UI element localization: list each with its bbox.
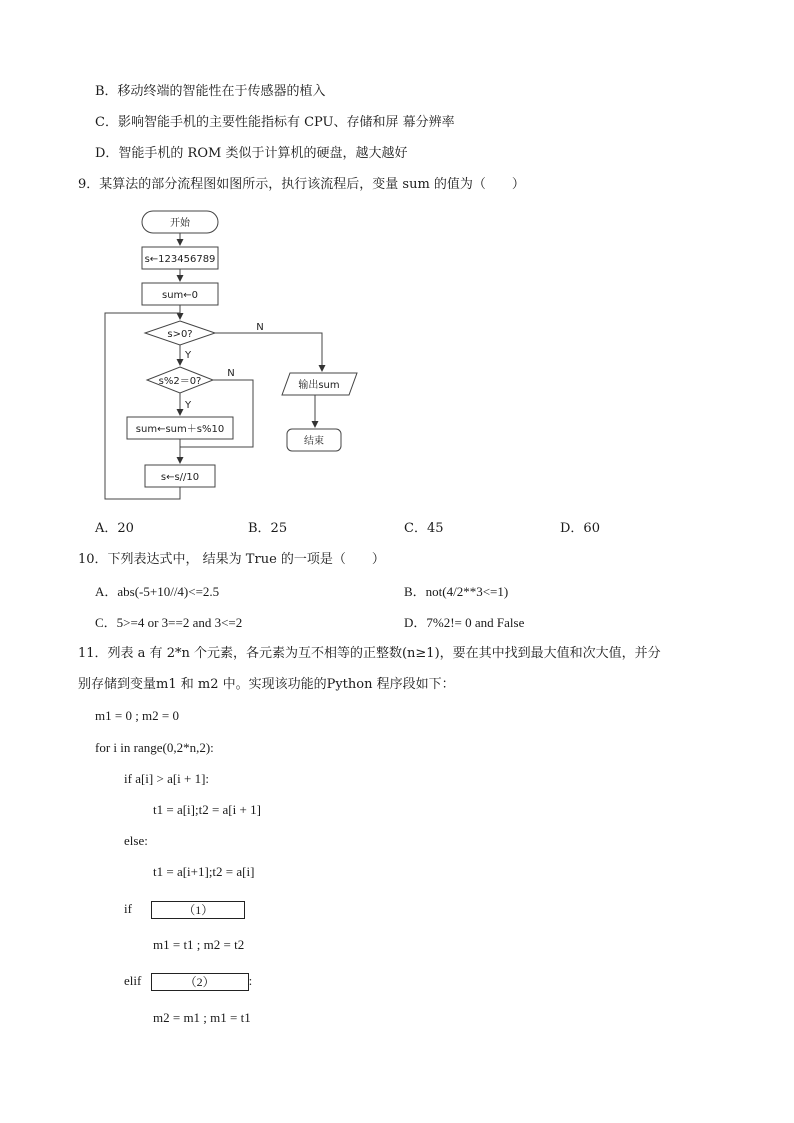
- flow-cond2-label: s%2＝0?: [158, 376, 202, 387]
- code-line-3: if a[i] > a[i + 1]:: [124, 771, 210, 786]
- flow-yes-label-1: Y: [184, 350, 192, 361]
- flow-assign-sum-label: sum←0: [161, 290, 199, 301]
- code-line-5: else:: [124, 833, 148, 848]
- code-line-4: t1 = a[i];t2 = a[i + 1]: [153, 802, 261, 817]
- code-line-2: for i in range(0,2*n,2):: [95, 740, 214, 755]
- code-line-9: [124, 972, 252, 991]
- flow-output-label: 输出sum: [298, 380, 340, 391]
- q10-option-c: C．5>=4 or 3==2 and 3<=2: [95, 615, 243, 630]
- code-if-keyword: if: [124, 901, 132, 916]
- flow-no-label-2: N: [227, 368, 235, 379]
- q11-stem-line2: 别存储到变量m1 和 m2 中。实现该功能的Python 程序段如下：: [78, 677, 455, 692]
- flow-cond1-label: s>0?: [167, 329, 193, 340]
- q8-option-c: C．影响智能手机的主要性能指标有 CPU、存储和屏 幕分辨率: [95, 115, 455, 130]
- code-elif-keyword: elif: [124, 973, 142, 988]
- q10-option-d: D．7%2!= 0 and False: [404, 615, 525, 630]
- q9-flowchart: [95, 205, 375, 505]
- code-line-6: t1 = a[i+1];t2 = a[i]: [153, 864, 255, 879]
- q8-option-b: B．移动终端的智能性在于传感器的植入: [95, 84, 326, 99]
- blank-2: （2）: [151, 973, 249, 991]
- flow-yes-label-2: Y: [184, 400, 192, 411]
- code-line-8: m1 = t1 ; m2 = t2: [153, 937, 245, 952]
- code-line-10: m2 = m1 ; m1 = t1: [153, 1010, 251, 1025]
- code-line-1: m1 = 0 ; m2 = 0: [95, 708, 179, 723]
- q9-option-a: A．20: [95, 521, 134, 536]
- q9-option-b: B．25: [248, 521, 288, 536]
- code-line-7: [124, 900, 245, 919]
- q10-option-b: B．not(4/2**3<=1): [404, 584, 509, 599]
- q9-option-c: C．45: [404, 521, 444, 536]
- q9-stem: 9．某算法的部分流程图如图所示，执行该流程后，变量 sum 的值为（ ）: [78, 177, 525, 192]
- flow-update-sum-label: sum←sum＋s%10: [135, 424, 225, 435]
- flow-no-label-1: N: [256, 322, 264, 333]
- q10-stem: 10．下列表达式中， 结果为 True 的一项是（ ）: [78, 552, 385, 567]
- q11-stem-line1: 11．列表 a 有 2*n 个元素，各元素为互不相等的正整数(n≥1)，要在其中找到最大值和次大值，并分: [78, 646, 661, 661]
- flow-assign-s-label: s←123456789: [144, 254, 216, 265]
- flow-start-label: 开始: [170, 218, 190, 229]
- q10-option-a: A．abs(-5+10//4)<=2.5: [95, 584, 220, 599]
- blank-1: （1）: [151, 901, 245, 919]
- code-colon: :: [248, 973, 253, 988]
- q9-option-d: D．60: [560, 521, 600, 536]
- flow-update-s-label: s←s//10: [160, 472, 200, 483]
- q8-option-d: D．智能手机的 ROM 类似于计算机的硬盘，越大越好: [95, 146, 408, 161]
- flow-end-label: 结束: [304, 436, 324, 447]
